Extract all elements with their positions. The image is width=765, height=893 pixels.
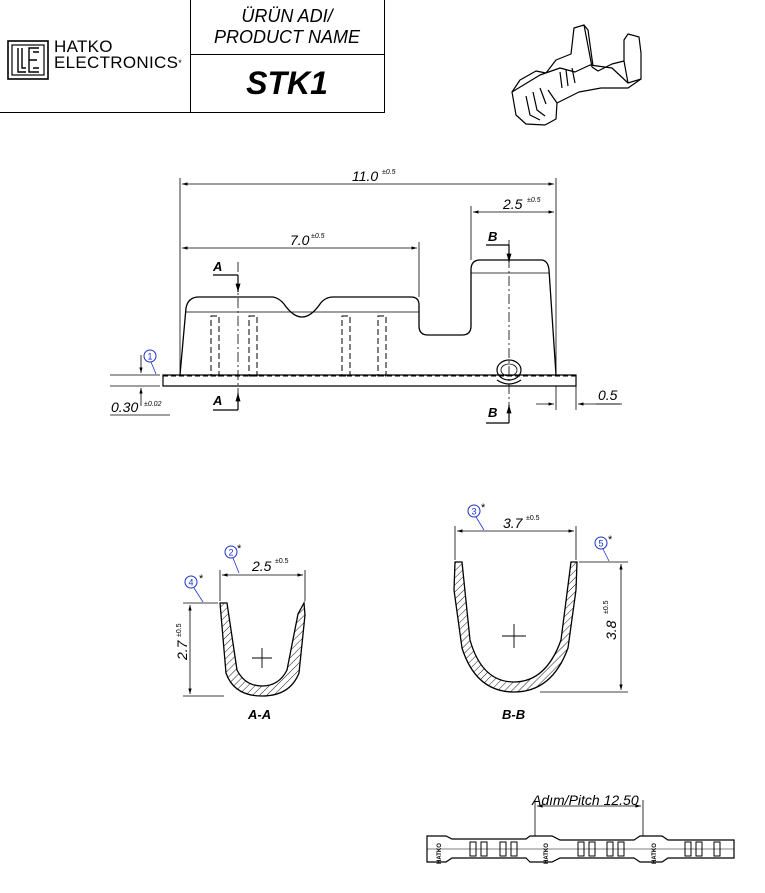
dim-insulation-length: 2.5 (503, 196, 523, 212)
balloon-5-critical: * (608, 534, 613, 546)
dim-overall-length-tol: ±0.5 (382, 169, 396, 176)
dim-crimp-length-tol: ±0.5 (311, 233, 325, 240)
dim-base-thickness-tol: ±0.02 (144, 401, 162, 408)
balloon-4-critical: * (199, 573, 204, 585)
dim-bb-width: 3.7 (503, 515, 523, 531)
strip-marking-2: HATKO (544, 843, 550, 864)
side-view (163, 240, 576, 420)
company-mark: * (178, 58, 183, 68)
product-label-tr: ÜRÜN ADI/ (241, 6, 333, 26)
isometric-view (512, 25, 641, 125)
section-mark-b-bottom: B (488, 405, 498, 420)
company-line1: HATKO (54, 37, 113, 56)
dim-aa-width-tol: ±0.5 (275, 558, 289, 565)
section-label-aa: A-A (248, 707, 272, 722)
balloon-1-number: 1 (147, 351, 153, 362)
dim-aa-height-tol: ±0.5 (176, 623, 183, 637)
dim-bb-height: 3.8 (603, 620, 619, 640)
company-line2: ELECTRONICS (54, 53, 179, 72)
balloon-4 (185, 573, 204, 602)
balloon-5 (595, 534, 613, 561)
section-label-bb: B-B (502, 707, 526, 722)
balloon-2-critical: * (237, 543, 242, 555)
balloons (144, 350, 613, 602)
product-name: STK1 (246, 65, 328, 101)
balloon-5-number: 5 (598, 538, 604, 549)
pitch-label: Adım/Pitch 12.50 (532, 792, 639, 808)
dim-bb-width-tol: ±0.5 (526, 515, 540, 522)
product-label-en: PRODUCT NAME (213, 27, 360, 47)
side-view-dimension-text (111, 168, 618, 415)
balloon-3-critical: * (481, 502, 486, 514)
dim-bb-height-tol: ±0.5 (603, 600, 610, 614)
dim-tail: 0.5 (598, 387, 618, 403)
dim-overall-length: 11.0 (352, 168, 379, 184)
dim-aa-height: 2.7 (174, 640, 190, 660)
dim-crimp-length: 7.0 (290, 232, 310, 248)
balloon-2-number: 2 (228, 547, 234, 558)
carrier-strip (427, 792, 734, 864)
section-mark-b-top: B (488, 229, 498, 244)
strip-marking-3: HATKO (652, 843, 658, 864)
dim-insulation-length-tol: ±0.5 (527, 197, 541, 204)
strip-marking-1: HATKO (437, 843, 443, 864)
balloon-3-number: 3 (471, 506, 477, 517)
balloon-2 (225, 543, 242, 573)
section-mark-a-top: A (213, 259, 223, 274)
balloon-4-number: 4 (188, 577, 194, 588)
balloon-1 (144, 350, 156, 374)
section-mark-a-bottom: A (213, 393, 223, 408)
balloon-3 (468, 502, 486, 530)
dim-base-thickness: 0.30 (111, 399, 139, 415)
dim-aa-width: 2.5 (252, 558, 272, 574)
section-a-a (174, 558, 305, 722)
